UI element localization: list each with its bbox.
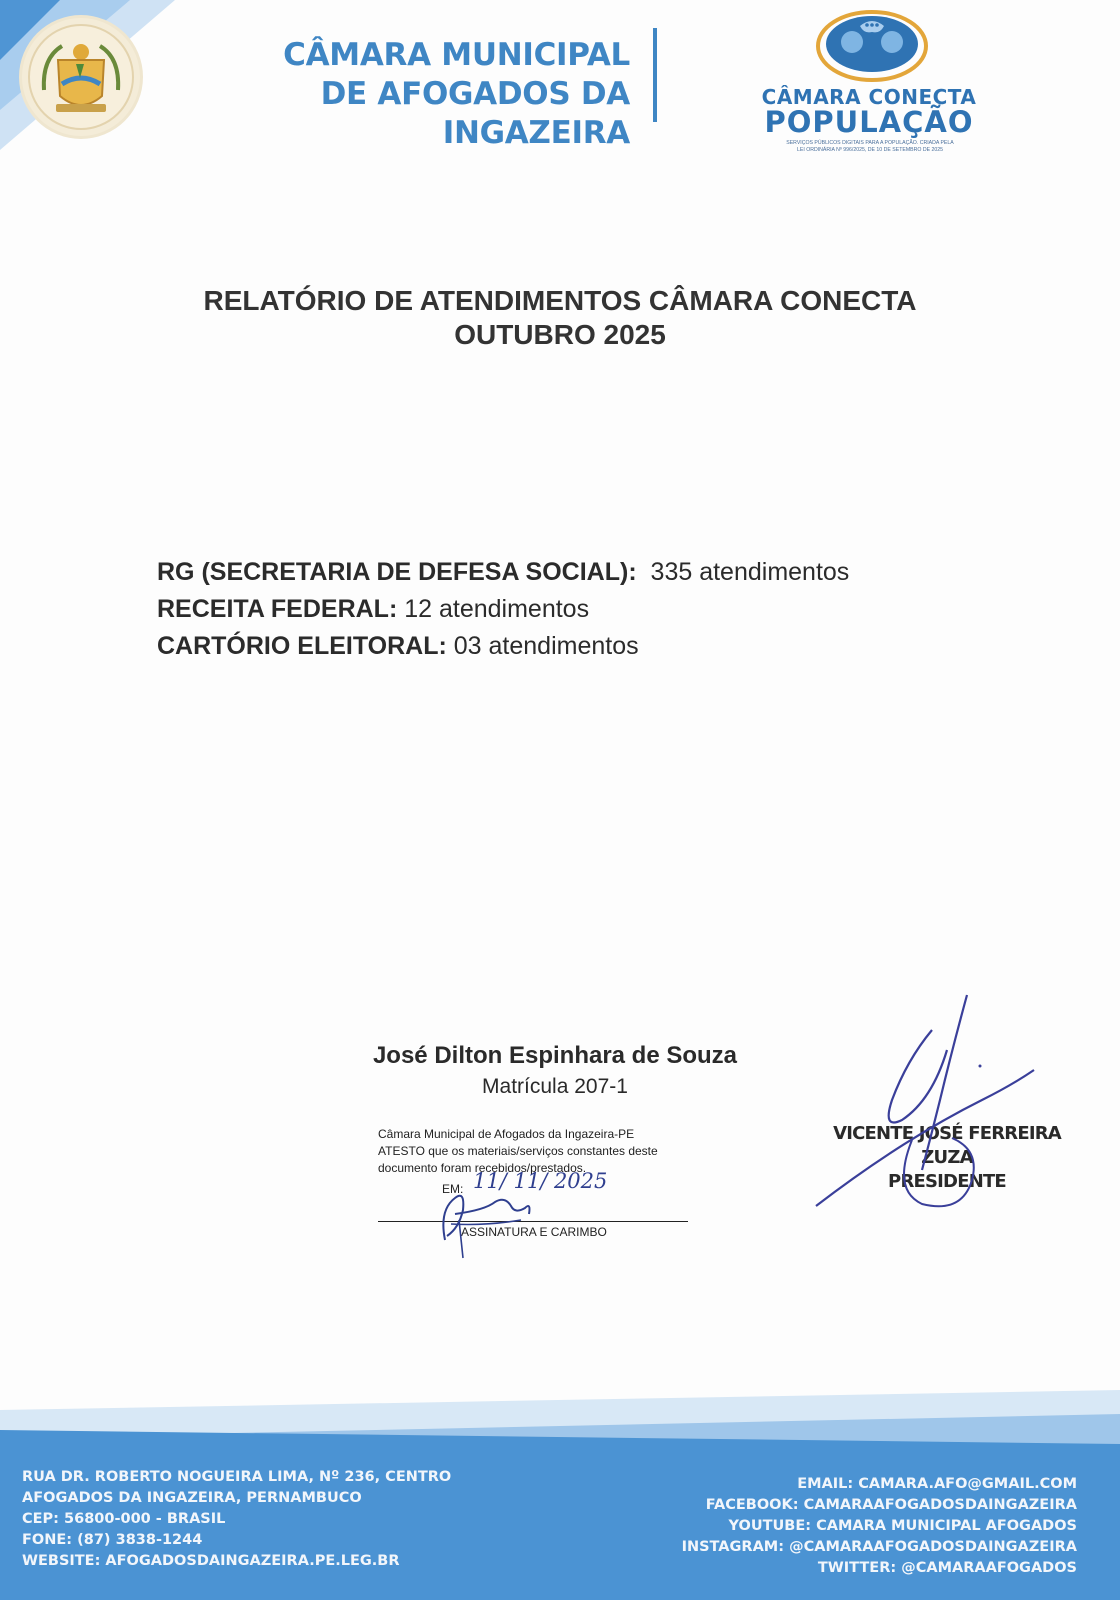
- organization-name: [150, 36, 630, 153]
- stamp-handwritten-date: 11/ 11/ 2025: [473, 1169, 608, 1193]
- stamp-line1: Câmara Municipal de Afogados da Ingazeira-PE: [378, 1127, 635, 1141]
- signatory-registration: Matrícula 207-1: [482, 1075, 628, 1098]
- stamp-caption: ASSINATURA E CARIMBO: [461, 1225, 607, 1239]
- stat-rg-value: 335 atendimentos: [650, 558, 850, 586]
- president-role: PRESIDENTE: [888, 1171, 1006, 1192]
- brand-law-line1: SERVIÇOS PÚBLICOS DIGITAIS PARA A POPULAÇÃO. CRIADA PELA: [786, 140, 954, 146]
- footer-address-line: AFOGADOS DA INGAZEIRA, PERNAMBUCO: [22, 1490, 362, 1506]
- stat-receita-federal: [157, 591, 957, 628]
- stamp-em-label: EM:: [442, 1182, 464, 1196]
- header-divider: [653, 28, 657, 122]
- footer-address-line: RUA DR. ROBERTO NOGUEIRA LIMA, Nº 236, CENTRO: [22, 1469, 452, 1485]
- president-handwritten-signature: [812, 990, 1052, 1240]
- stat-receita-value: 12 atendimentos: [404, 595, 590, 623]
- footer-contacts: [600, 1474, 1077, 1579]
- stat-receita-label: RECEITA FEDERAL:: [157, 595, 398, 623]
- footer-youtube: YOUTUBE: CAMARA MUNICIPAL AFOGADOS: [728, 1518, 1077, 1534]
- stat-rg-label: RG (SECRETARIA DE DEFESA SOCIAL):: [157, 558, 637, 586]
- footer-email: EMAIL: CAMARA.AFO@GMAIL.COM: [797, 1476, 1077, 1492]
- stamp-line3: documento foram recebidos/prestados.: [378, 1161, 587, 1175]
- brand-law-note: [745, 140, 995, 154]
- footer-address-line: CEP: 56800-000 - BRASIL: [22, 1511, 226, 1527]
- stat-rg: [157, 554, 957, 591]
- document-title: [100, 284, 1020, 352]
- footer-phone: FONE: (87) 3838-1244: [22, 1532, 203, 1548]
- brand-law-line2: LEI ORDINÁRIA Nº 996/2025, DE 10 DE SETEMBRO DE 2025: [796, 147, 944, 153]
- stat-cartorio-label: CARTÓRIO ELEITORAL:: [157, 632, 447, 660]
- brand-name-line1: CÂMARA CONECTA: [761, 85, 977, 109]
- footer-facebook: FACEBOOK: CAMARAAFOGADOSDAINGAZEIRA: [705, 1497, 1077, 1513]
- service-stats-list: [157, 554, 957, 665]
- footer-address: [22, 1467, 542, 1572]
- footer-website: WEBSITE: AFOGADOSDAINGAZEIRA.PE.LEG.BR: [22, 1553, 400, 1569]
- signatory-name: José Dilton Espinhara de Souza: [372, 1042, 738, 1069]
- municipal-seal-logo: [22, 18, 140, 136]
- organization-name-line1: CÂMARA MUNICIPAL: [283, 37, 630, 73]
- organization-name-line2: DE AFOGADOS DA INGAZEIRA: [320, 76, 630, 151]
- footer-twitter: TWITTER: @CAMARAAFOGADOS: [817, 1560, 1077, 1576]
- stat-cartorio-eleitoral: [157, 628, 957, 665]
- document-title-line2: OUTUBRO 2025: [454, 319, 666, 350]
- signatory-block: [360, 1040, 750, 1102]
- stamp-line2: ATESTO que os materiais/serviços constantes deste: [378, 1144, 658, 1158]
- stat-cartorio-value: 03 atendimentos: [453, 632, 639, 660]
- president-name: VICENTE JOSÉ FERREIRA ZUZA: [833, 1123, 1061, 1168]
- document-title-line1: RELATÓRIO DE ATENDIMENTOS CÂMARA CONECTA: [203, 285, 917, 316]
- stamp-handwritten-signature: [425, 1180, 555, 1260]
- brand-name-line2: POPULAÇÃO: [764, 105, 974, 139]
- footer-instagram: INSTAGRAM: @CAMARAAFOGADOSDAINGAZEIRA: [681, 1539, 1077, 1555]
- conecta-people-logo: [812, 8, 932, 84]
